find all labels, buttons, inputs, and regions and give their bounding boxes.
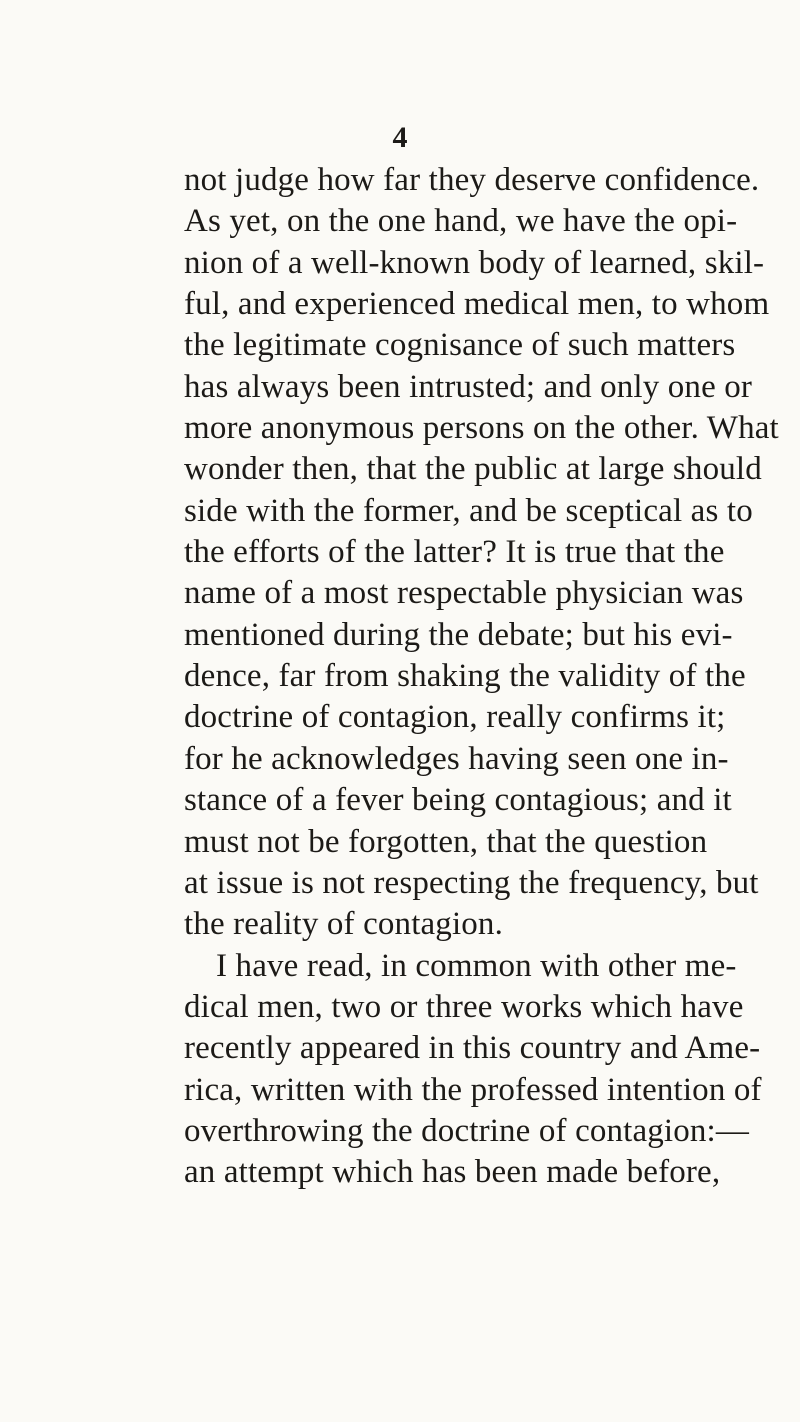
text-line: nion of a well-known body of learned, skil- — [184, 244, 765, 281]
text-line: must not be forgotten, that the question — [184, 823, 708, 860]
page-number: 4 — [392, 121, 408, 154]
text-line: dical men, two or three works which have — [184, 988, 744, 1025]
text-line: side with the former, and be sceptical as to — [184, 492, 753, 529]
text-line: the efforts of the latter? It is true that the — [184, 534, 725, 571]
paragraph-first-line: I have read, in common with other me- — [216, 947, 737, 984]
text-line: the legitimate cognisance of such matters — [184, 327, 736, 364]
text-line: recently appeared in this country and Ame- — [184, 1030, 761, 1067]
text-line: mentioned during the debate; but his evi- — [184, 616, 733, 653]
text-line: the reality of contagion. — [184, 906, 503, 943]
body-text — [184, 160, 794, 1194]
text-line: stance of a fever being contagious; and it — [184, 782, 732, 819]
text-line: rica, written with the professed intention of — [184, 1071, 762, 1108]
text-line: overthrowing the doctrine of contagion:— — [184, 1112, 750, 1149]
text-line: As yet, on the one hand, we have the opi- — [184, 203, 738, 240]
text-line: an attempt which has been made before, — [184, 1154, 721, 1191]
text-line: doctrine of contagion, really confirms it; — [184, 699, 726, 736]
text-line: ful, and experienced medical men, to whom — [184, 286, 770, 323]
text-line: not judge how far they deserve confidence. — [184, 162, 760, 198]
text-line: dence, far from shaking the validity of the — [184, 658, 746, 695]
text-line: for he acknowledges having seen one in- — [184, 740, 729, 777]
text-line: at issue is not respecting the frequency, but — [184, 864, 759, 901]
text-line: wonder then, that the public at large should — [184, 451, 762, 488]
text-line: more anonymous persons on the other. What — [184, 410, 779, 447]
text-line: name of a most respectable physician was — [184, 575, 744, 612]
text-line: has always been intrusted; and only one or — [184, 368, 753, 405]
